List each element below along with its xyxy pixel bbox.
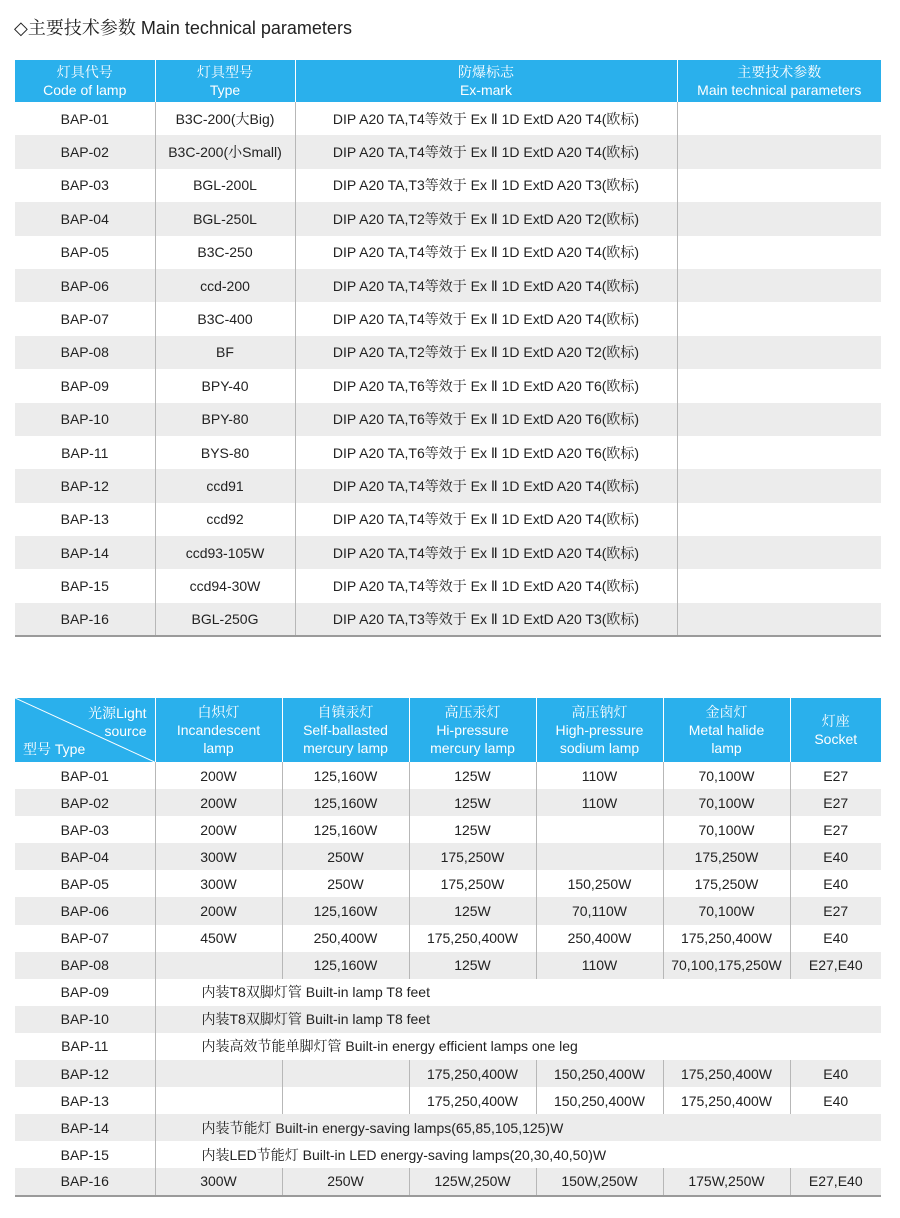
cell-code: BAP-11	[15, 436, 155, 469]
cell-type: BAP-05	[15, 870, 155, 897]
cell-ex-mark: DIP A20 TA,T4等效于 Ex Ⅱ 1D ExtD A20 T4(欧标)	[295, 569, 677, 602]
light-source-table-header	[15, 698, 881, 762]
cell-high-pressure-sodium: 110W	[536, 952, 663, 979]
table-row	[15, 1033, 881, 1060]
cell-code: BAP-05	[15, 236, 155, 269]
cell-code: BAP-15	[15, 569, 155, 602]
table-row	[15, 1168, 881, 1195]
cell-ex-mark: DIP A20 TA,T2等效于 Ex Ⅱ 1D ExtD A20 T2(欧标)	[295, 336, 677, 369]
cell-code: BAP-06	[15, 269, 155, 302]
cell-code: BAP-14	[15, 536, 155, 569]
cell-type: BAP-08	[15, 952, 155, 979]
cell-description: 内装高效节能单脚灯管 Built-in energy efficient lamps one leg	[201, 1038, 578, 1055]
table-row	[15, 135, 881, 168]
corner-light-source: 光源Light source	[88, 705, 147, 739]
cell-self-ballasted: 250W	[282, 1168, 409, 1195]
cell-type: BGL-200L	[155, 169, 295, 202]
cell-type: ccd93-105W	[155, 536, 295, 569]
cell-ex-mark: DIP A20 TA,T4等效于 Ex Ⅱ 1D ExtD A20 T4(欧标)	[295, 135, 677, 168]
cell-incandescent: 300W	[155, 870, 282, 897]
cell-main-params	[677, 436, 881, 469]
cell-self-ballasted: 250W	[282, 870, 409, 897]
table-row	[15, 469, 881, 502]
header-corner	[15, 698, 155, 762]
cell-metal-halide: 175,250W	[663, 870, 790, 897]
cell-ex-mark: DIP A20 TA,T6等效于 Ex Ⅱ 1D ExtD A20 T6(欧标)	[295, 436, 677, 469]
cell-type: BF	[155, 336, 295, 369]
cell-self-ballasted: 250W	[282, 843, 409, 870]
cell-type: BAP-02	[15, 789, 155, 816]
table-row	[15, 789, 881, 816]
cell-metal-halide: 175,250,400W	[663, 925, 790, 952]
cell-ex-mark: DIP A20 TA,T3等效于 Ex Ⅱ 1D ExtD A20 T3(欧标)	[295, 169, 677, 202]
cell-main-params	[677, 102, 881, 135]
cell-code: BAP-08	[15, 336, 155, 369]
cell-main-params	[677, 202, 881, 235]
cell-code: BAP-04	[15, 202, 155, 235]
table-row	[15, 369, 881, 402]
cell-socket: E27	[823, 821, 849, 838]
cell-ex-mark: DIP A20 TA,T4等效于 Ex Ⅱ 1D ExtD A20 T4(欧标)	[295, 469, 677, 502]
ex-mark-table-header	[15, 60, 881, 102]
cell-socket: E27	[823, 767, 849, 784]
cell-socket: E40	[823, 930, 849, 947]
table-row	[15, 952, 881, 979]
cell-socket: E27,E40	[790, 1168, 881, 1195]
cell-type: BAP-15	[15, 1141, 155, 1168]
header-ex-mark: 防爆标志 Ex-mark	[295, 60, 677, 102]
cell-incandescent: 450W	[155, 925, 282, 952]
cell-type: BAP-04	[15, 843, 155, 870]
cell-type: BAP-01	[15, 762, 155, 789]
cell-hi-pressure-mercury: 125W	[409, 952, 536, 979]
cell-code: BAP-12	[15, 469, 155, 502]
light-source-table	[15, 698, 881, 1197]
cell-main-params	[677, 135, 881, 168]
cell-type: B3C-200(大Big)	[155, 102, 295, 135]
cell-hi-pressure-mercury: 175,250,400W	[409, 1087, 536, 1114]
cell-metal-halide: 70,100,175,250W	[663, 952, 790, 979]
header-incandescent: 白炽灯 Incandescent lamp	[155, 698, 282, 762]
cell-type: BPY-80	[155, 403, 295, 436]
cell-type: ccd94-30W	[155, 569, 295, 602]
cell-type: BAP-14	[15, 1114, 155, 1141]
cell-socket: E27,E40	[790, 952, 881, 979]
cell-type: BGL-250L	[155, 202, 295, 235]
cell-metal-halide: 70,100W	[663, 762, 790, 789]
cell-type: BGL-250G	[155, 603, 295, 636]
cell-type: BAP-09	[15, 979, 155, 1006]
cell-description: 内装LED节能灯 Built-in LED energy-saving lamps(20,30,40,50)W	[201, 1146, 607, 1163]
cell-metal-halide: 70,100W	[663, 816, 790, 843]
header-type: 灯具型号 Type	[155, 60, 295, 102]
cell-code: BAP-03	[15, 169, 155, 202]
cell-metal-halide: 175,250,400W	[663, 1087, 790, 1114]
cell-socket: E27	[790, 789, 881, 816]
table-row	[15, 102, 881, 135]
cell-type: BAP-16	[15, 1168, 155, 1195]
header-code: 灯具代号 Code of lamp	[15, 60, 155, 102]
table-row	[15, 169, 881, 202]
cell-main-params	[677, 469, 881, 502]
table-row	[15, 269, 881, 302]
table-row	[15, 870, 881, 897]
cell-code: BAP-09	[15, 369, 155, 402]
cell-self-ballasted: 125,160W	[282, 762, 409, 789]
cell-high-pressure-sodium: 250,400W	[536, 925, 663, 952]
header-hi-pressure-mercury: 高压汞灯 Hi-pressure mercury lamp	[409, 698, 536, 762]
cell-high-pressure-sodium	[536, 843, 663, 870]
cell-code: BAP-07	[15, 302, 155, 335]
cell-ex-mark: DIP A20 TA,T2等效于 Ex Ⅱ 1D ExtD A20 T2(欧标)	[295, 202, 677, 235]
cell-self-ballasted: 125,160W	[282, 789, 409, 816]
cell-main-params	[677, 269, 881, 302]
cell-main-params	[677, 569, 881, 602]
cell-incandescent: 300W	[155, 1168, 282, 1195]
cell-self-ballasted	[282, 1060, 409, 1087]
cell-self-ballasted: 125,160W	[282, 816, 409, 843]
cell-socket: E40	[790, 1060, 881, 1087]
cell-metal-halide: 175W,250W	[663, 1168, 790, 1195]
cell-type: ccd92	[155, 503, 295, 536]
cell-self-ballasted	[282, 1087, 409, 1114]
table-row	[15, 536, 881, 569]
cell-ex-mark: DIP A20 TA,T4等效于 Ex Ⅱ 1D ExtD A20 T4(欧标)	[295, 536, 677, 569]
cell-type: BYS-80	[155, 436, 295, 469]
cell-main-params	[677, 336, 881, 369]
cell-code: BAP-16	[15, 603, 155, 636]
table-row	[15, 569, 881, 602]
cell-hi-pressure-mercury: 175,250,400W	[409, 1060, 536, 1087]
cell-high-pressure-sodium: 150,250W	[536, 870, 663, 897]
table-row	[15, 1060, 881, 1087]
table-row	[15, 603, 881, 636]
cell-ex-mark: DIP A20 TA,T6等效于 Ex Ⅱ 1D ExtD A20 T6(欧标)	[295, 403, 677, 436]
cell-high-pressure-sodium: 110W	[536, 762, 663, 789]
cell-main-params	[677, 169, 881, 202]
cell-incandescent	[155, 1087, 282, 1114]
cell-main-params	[677, 603, 881, 636]
cell-ex-mark: DIP A20 TA,T6等效于 Ex Ⅱ 1D ExtD A20 T6(欧标)	[295, 369, 677, 402]
cell-type: ccd91	[155, 469, 295, 502]
cell-code: BAP-10	[15, 403, 155, 436]
cell-hi-pressure-mercury: 125W,250W	[409, 1168, 536, 1195]
header-high-pressure-sodium: 高压钠灯 High-pressure sodium lamp	[536, 698, 663, 762]
table-row	[15, 302, 881, 335]
cell-type: B3C-250	[155, 236, 295, 269]
cell-type: BAP-12	[15, 1060, 155, 1087]
cell-type: BPY-40	[155, 369, 295, 402]
cell-type: B3C-400	[155, 302, 295, 335]
table-row	[15, 503, 881, 536]
table-row	[15, 202, 881, 235]
cell-metal-halide: 70,100W	[663, 789, 790, 816]
header-main-params: 主要技术参数 Main technical parameters	[677, 60, 881, 102]
cell-type: BAP-06	[15, 897, 155, 924]
cell-hi-pressure-mercury: 125W	[409, 816, 536, 843]
cell-self-ballasted: 125,160W	[282, 952, 409, 979]
cell-ex-mark: DIP A20 TA,T4等效于 Ex Ⅱ 1D ExtD A20 T4(欧标)	[295, 236, 677, 269]
cell-code: BAP-01	[15, 102, 155, 135]
cell-incandescent: 300W	[155, 843, 282, 870]
cell-main-params	[677, 536, 881, 569]
cell-ex-mark: DIP A20 TA,T4等效于 Ex Ⅱ 1D ExtD A20 T4(欧标)	[295, 102, 677, 135]
cell-hi-pressure-mercury: 175,250W	[409, 843, 536, 870]
cell-incandescent: 200W	[155, 789, 282, 816]
cell-main-params	[677, 236, 881, 269]
table-row	[15, 979, 881, 1006]
header-socket: 灯座 Socket	[790, 698, 881, 762]
cell-hi-pressure-mercury: 125W	[409, 897, 536, 924]
table-row	[15, 897, 881, 924]
header-self-ballasted: 自镇汞灯 Self-ballasted mercury lamp	[282, 698, 409, 762]
table-row	[15, 816, 881, 843]
cell-code: BAP-13	[15, 503, 155, 536]
cell-description: 内装T8双脚灯管 Built-in lamp T8 feet	[201, 984, 430, 1001]
table-row	[15, 336, 881, 369]
table-row	[15, 843, 881, 870]
cell-type: BAP-10	[15, 1006, 155, 1033]
cell-high-pressure-sodium: 150,250,400W	[536, 1087, 663, 1114]
cell-ex-mark: DIP A20 TA,T4等效于 Ex Ⅱ 1D ExtD A20 T4(欧标)	[295, 269, 677, 302]
table-row	[15, 1087, 881, 1114]
cell-type: B3C-200(小Small)	[155, 135, 295, 168]
cell-self-ballasted: 125,160W	[282, 897, 409, 924]
cell-socket: E27	[790, 897, 881, 924]
header-metal-halide: 金卤灯 Metal halide lamp	[663, 698, 790, 762]
cell-type: BAP-13	[15, 1087, 155, 1114]
table-row	[15, 925, 881, 952]
ex-mark-table	[15, 60, 881, 637]
cell-high-pressure-sodium: 110W	[536, 789, 663, 816]
cell-metal-halide: 175,250W	[663, 843, 790, 870]
table-row	[15, 1141, 881, 1168]
cell-main-params	[677, 403, 881, 436]
cell-incandescent: 200W	[155, 762, 282, 789]
cell-high-pressure-sodium: 70,110W	[536, 897, 663, 924]
table-row	[15, 1114, 881, 1141]
cell-hi-pressure-mercury: 175,250,400W	[409, 925, 536, 952]
table-row	[15, 1006, 881, 1033]
cell-type: BAP-11	[15, 1033, 155, 1060]
cell-hi-pressure-mercury: 125W	[409, 789, 536, 816]
cell-code: BAP-02	[15, 135, 155, 168]
cell-incandescent	[155, 1060, 282, 1087]
corner-type: 型号 Type	[23, 741, 86, 757]
cell-ex-mark: DIP A20 TA,T3等效于 Ex Ⅱ 1D ExtD A20 T3(欧标)	[295, 603, 677, 636]
section-heading: ◇主要技术参数 Main technical parameters	[14, 18, 352, 38]
cell-incandescent: 200W	[155, 816, 282, 843]
cell-main-params	[677, 302, 881, 335]
cell-hi-pressure-mercury: 175,250W	[409, 870, 536, 897]
cell-incandescent	[155, 952, 282, 979]
cell-type: BAP-07	[15, 925, 155, 952]
table-row	[15, 436, 881, 469]
cell-type: BAP-03	[15, 816, 155, 843]
cell-type: ccd-200	[155, 269, 295, 302]
cell-main-params	[677, 369, 881, 402]
cell-self-ballasted: 250,400W	[282, 925, 409, 952]
cell-ex-mark: DIP A20 TA,T4等效于 Ex Ⅱ 1D ExtD A20 T4(欧标)	[295, 302, 677, 335]
table-row	[15, 403, 881, 436]
cell-metal-halide: 70,100W	[663, 897, 790, 924]
cell-hi-pressure-mercury: 125W	[409, 762, 536, 789]
table-row	[15, 236, 881, 269]
cell-socket: E40	[790, 843, 881, 870]
cell-high-pressure-sodium: 150W,250W	[536, 1168, 663, 1195]
cell-metal-halide: 175,250,400W	[663, 1060, 790, 1087]
cell-high-pressure-sodium: 150,250,400W	[536, 1060, 663, 1087]
cell-socket: E40	[823, 1092, 849, 1109]
cell-description: 内装节能灯 Built-in energy-saving lamps(65,85,105,125)W	[155, 1114, 881, 1141]
cell-incandescent: 200W	[155, 897, 282, 924]
cell-main-params	[677, 503, 881, 536]
cell-description: 内装T8双脚灯管 Built-in lamp T8 feet	[155, 1006, 881, 1033]
cell-high-pressure-sodium	[536, 816, 663, 843]
cell-socket: E40	[823, 875, 849, 892]
table-row	[15, 762, 881, 789]
cell-ex-mark: DIP A20 TA,T4等效于 Ex Ⅱ 1D ExtD A20 T4(欧标)	[295, 503, 677, 536]
